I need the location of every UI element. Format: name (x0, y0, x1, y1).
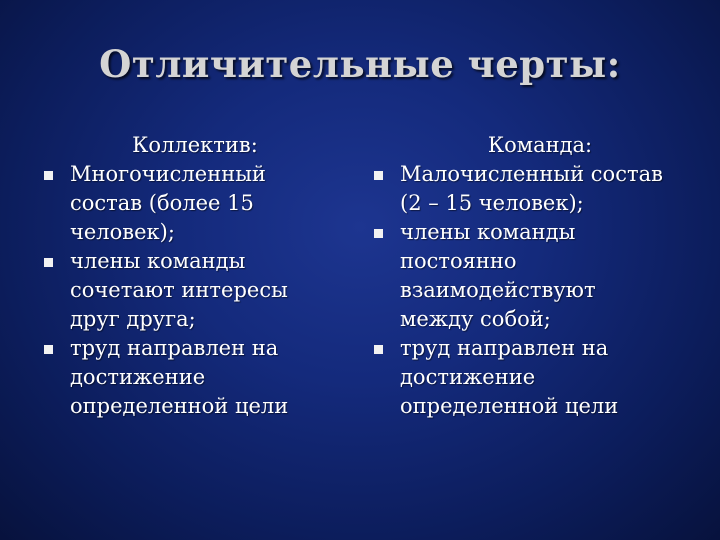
bullet-text-line: между собой; (400, 307, 551, 331)
bullet-text-line: определенной цели (400, 394, 619, 418)
bullet-text-line: достижение (70, 365, 206, 389)
bullet-text-line: друг друга; (70, 307, 196, 331)
list-item (40, 160, 330, 247)
square-bullet-icon (44, 345, 53, 354)
square-bullet-icon (374, 345, 383, 354)
bullet-text-line: человек); (70, 220, 175, 244)
bullet-text-line: взаимодействуют (400, 278, 596, 302)
bullet-text-line: достижение (400, 365, 536, 389)
square-bullet-icon (44, 171, 53, 180)
bullet-text-line: сочетают интересы (70, 278, 288, 302)
column-heading: Коллектив: (132, 133, 258, 157)
list-item (40, 247, 330, 334)
bullet-list (370, 160, 700, 421)
bullet-text-line: труд направлен на (70, 336, 279, 360)
list-item (40, 334, 330, 421)
square-bullet-icon (374, 171, 383, 180)
column-heading: Команда: (487, 133, 593, 157)
column-team (370, 131, 700, 421)
list-item (370, 218, 700, 334)
bullet-text-line: определенной цели (70, 394, 289, 418)
column-collective (40, 131, 330, 421)
list-item (370, 160, 700, 218)
bullet-text-line: состав (более 15 (70, 191, 254, 215)
square-bullet-icon (44, 258, 53, 267)
slide-title: Отличительные черты: (99, 42, 621, 86)
bullet-text-line: Малочисленный состав (400, 162, 663, 186)
square-bullet-icon (374, 229, 383, 238)
bullet-text-line: Многочисленный (70, 162, 266, 186)
bullet-text-line: труд направлен на (400, 336, 609, 360)
bullet-text-line: постоянно (400, 249, 517, 273)
bullet-text-line: (2 – 15 человек); (400, 191, 584, 215)
list-item (370, 334, 700, 421)
bullet-text-line: члены команды (400, 220, 576, 244)
bullet-list (40, 160, 330, 421)
bullet-text-line: члены команды (70, 249, 246, 273)
